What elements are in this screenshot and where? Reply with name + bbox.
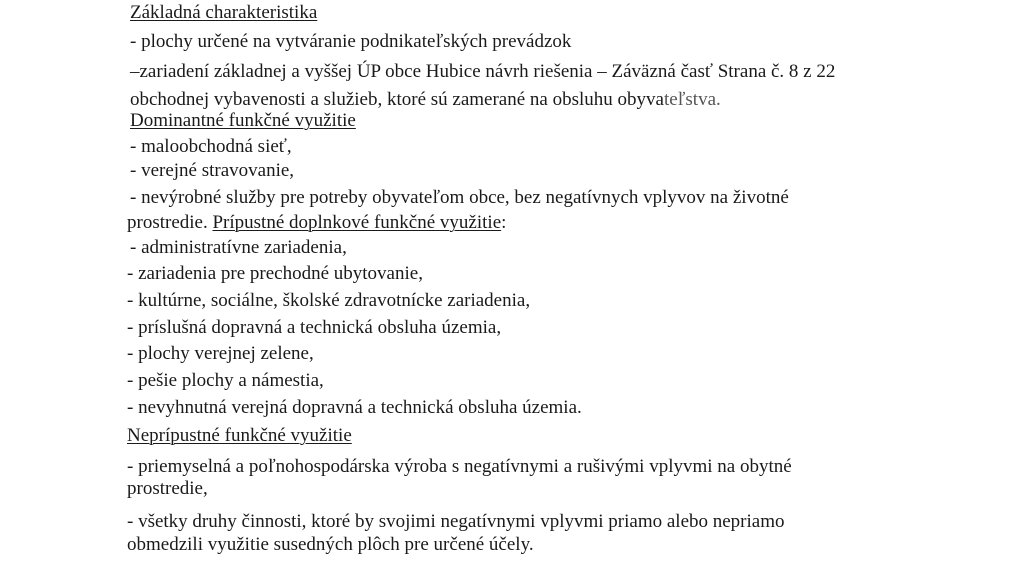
heading-allowed-colon: : (501, 212, 507, 233)
allowed-item-4: - príslušná dopravná a technická obsluha územia, (127, 317, 502, 338)
allowed-item-5: - plochy verejnej zelene, (127, 343, 314, 364)
basic-line-1: - plochy určené na vytváranie podnikateľských prevádzok (130, 31, 572, 52)
basic-line-3-faint: teľstva. (663, 89, 721, 110)
allowed-item-1: - administratívne zariadenia, (130, 237, 347, 258)
basic-line-3 (130, 89, 721, 111)
forbidden-line-4: obmedzili využitie susedných plôch pre určené účely. (127, 534, 534, 555)
basic-line-3-main: obchodnej vybavenosti a služieb, ktoré sú zamerané na obsluhu obyva (130, 89, 664, 110)
heading-allowed-use: Prípustné doplnkové funkčné využitie (212, 212, 502, 233)
allowed-heading-line (127, 212, 506, 234)
forbidden-line-1: - priemyselná a poľnohospodárska výroba s negatívnymi a rušivými vplyvmi na obytné (127, 456, 792, 477)
dominant-continuation: prostredie. (127, 212, 213, 233)
heading-forbidden-use: Neprípustné funkčné využitie (127, 425, 352, 446)
allowed-item-3: - kultúrne, sociálne, školské zdravotnícke zariadenia, (127, 290, 531, 311)
dominant-item-2: - verejné stravovanie, (130, 160, 295, 181)
forbidden-line-3: - všetky druhy činnosti, ktoré by svojimi negatívnymi vplyvmi priamo alebo nepriamo (127, 511, 785, 532)
allowed-item-6: - pešie plochy a námestia, (127, 370, 324, 391)
heading-basic-characteristics: Základná charakteristika (130, 2, 318, 23)
dominant-item-1: - maloobchodná sieť, (130, 136, 292, 157)
dominant-item-3: - nevýrobné služby pre potreby obyvateľom obce, bez negatívnych vplyvov na životné (130, 187, 789, 208)
basic-line-2: –zariadení základnej a vyššej ÚP obce Hubice návrh riešenia – Záväzná časť Strana č. 8 z 22 (130, 61, 836, 82)
allowed-item-2: - zariadenia pre prechodné ubytovanie, (127, 263, 423, 284)
heading-dominant-use: Dominantné funkčné využitie (130, 110, 356, 131)
forbidden-line-2: prostredie, (127, 478, 208, 499)
allowed-item-7: - nevyhnutná verejná dopravná a technická obsluha územia. (127, 397, 582, 418)
